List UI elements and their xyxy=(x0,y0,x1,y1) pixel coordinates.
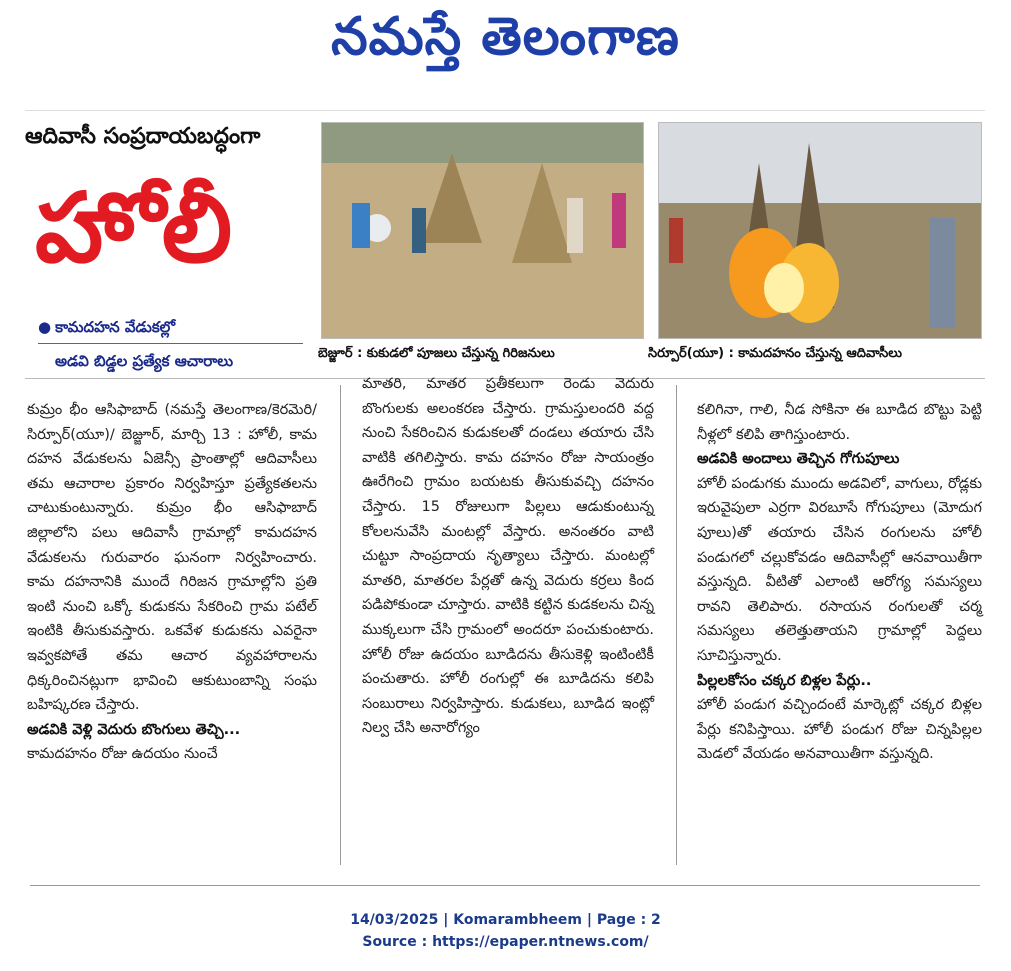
subheading: అడవి బిడ్డల ప్రత్యేక ఆచారాలు xyxy=(55,352,234,370)
column-3-subheading: అడవికి అందాలు తెచ్చిన గోగుపూలు xyxy=(697,451,900,468)
photo-bejjur-illustration xyxy=(322,123,643,338)
photo-sirpur xyxy=(658,122,982,339)
article-column-3 xyxy=(697,398,982,767)
footer-dateline: 14/03/2025 | Komarambheem | Page : 2 xyxy=(350,912,661,928)
headline: హోలీ xyxy=(35,172,233,284)
column-3-paragraph: కలిగినా, గాలి, నీడ సోకినా ఈ బూడిద బొట్టు పెట్టి నీళ్లలో కలిపి తాగిస్తుంటారు. xyxy=(697,402,982,443)
column-3-paragraph-3: హోలీ పండుగ వచ్చిందంటే మార్కెట్లో చక్కర బిళ్లల పేర్లు కనిపిస్తాయి. హోలీ పండుగ రోజు చిన్నపిల్లల మెడలో వేయడం అనవాయితీగా వస్తున్నది. xyxy=(697,697,982,763)
bullet-text: కామదహన వేడుకల్లో xyxy=(55,318,176,336)
photo-caption-left: బెజ్జూర్ : కుకుడలో పూజలు చేస్తున్న గిరిజనులు xyxy=(318,346,555,361)
column-2-paragraph: మాతరి, మాతర ప్రతీకలుగా రెండు వెదురు బొంగులకు అలంకరణ చేస్తారు. గ్రామస్తులందరి వద్ద నుంచి సేకరించిన కుడుకలతో దండలు తయారు చేసి వాటికి తగిలిస్తారు. కామ దహనం రోజు సాయంత్రం ఊరేగించి గ్రామం బయటకు తీసుకువచ్చి దహనం చేస్తారు. 15 రోజులుగా పిల్లలు ఆడుకుంటున్న కోలలనువేసి మంటల్లో వేస్తారు. అనంతరం వాటి చుట్టూ సాంప్రదాయ నృత్యాలు చేస్తారు. మంటల్లో మాతరి, మాతరల పేర్లతో ఉన్న వెదురు కర్రలు కింద పడిపోకుండా చూస్తారు. వాటికి కట్టిన కుడకలను చిన్న ముక్కలుగా చేసి గ్రామంలో అందరూ పంచుకుంటారు. హోలీ రోజు ఉదయం బూడిదను తీసుకెళ్లి ఇంటింటికీ పంచుతారు. హోలీ రంగుల్లో ఈ బూడిదను కలిపి సంబురాలు నిర్వహిస్తారు. కుడుకలు, బూడిద ఇంట్లో నిల్వ చేసి అనారోగ్యం xyxy=(362,376,654,737)
photo-bejjur xyxy=(321,122,644,339)
top-divider xyxy=(25,110,985,111)
column-3-subheading-2: పిల్లలకోసం చక్కర బిళ్లల పేర్లు.. xyxy=(697,672,872,689)
bullet-line xyxy=(38,318,175,340)
headline-divider xyxy=(38,343,303,344)
photo-caption-right: సిర్పూర్(యూ) : కామదహనం చేస్తున్న ఆదివాసీలు xyxy=(648,346,903,361)
column-1-paragraph-2: కామదహనం రోజు ఉదయం నుంచే xyxy=(27,746,218,763)
article-column-2 xyxy=(362,372,654,741)
footer-source[interactable]: Source : https://epaper.ntnews.com/ xyxy=(362,934,649,950)
column-1-paragraph: కుమ్రం భీం ఆసిఫాబాద్ (నమస్తే తెలంగాణ/కెరమెరి/సిర్పూర్(యూ)/ బెజ్జూర్, మార్చి 13 : హోలీ, కామ దహన వేడుకలను ఏజెన్సీ ప్రాంతాల్లో ఆదివాసీలు తమ ఆచారాల ప్రకారం నిర్వహిస్తూ ప్రత్యేకతలను చాటుకుంటున్నారు. కుమ్రం భీం ఆసిఫాబాద్ జిల్లాలోని పలు ఆదివాసీ గ్రామాల్లో కామదహన వేడుకలను గురువారం ఘనంగా నిర్వహించారు. కామ దహనానికి ముందే గిరిజన గ్రామాల్లోని ప్రతి ఇంటి నుంచి ఒక్కో కుడుకను సేకరించి గ్రామ పటేల్ ఇంటికి తీసుకువస్తారు. ఒకవేళ కుడుకను ఎవరైనా ఇవ్వకపోతే తమ ఆచార వ్యవహారాలను ధిక్కరించినట్లుగా భావించి ఆకుటుంబాన్ని సంఘ బహిష్కరణ చేస్తారు. xyxy=(27,402,317,714)
bottom-divider xyxy=(30,885,980,886)
column-1-subheading: అడవికి వెళ్లి వెదురు బొంగులు తెచ్చి... xyxy=(27,721,241,738)
column-3-paragraph-2: హోలీ పండుగకు ముందు అడవిలో, వాగులు, రోడ్లకు ఇరువైపులా ఎర్రగా విరబూసే గోగుపూలు (మోదుగ పూలు)తో తయారు చేసిన రంగులను హోలీ పండుగలో చల్లుకోవడం ఆదివాసీల్లో ఆనవాయితీగా వస్తున్నది. వీటితో ఎలాంటి ఆరోగ్య సమస్యలు రావని తెలిపారు. రసాయన రంగులతో చర్మ సమస్యలు తలెత్తుతాయని గ్రామాల్లో పెద్దలు సూచిస్తున్నారు. xyxy=(697,475,982,664)
column-divider-1 xyxy=(340,385,341,865)
photo-sirpur-illustration xyxy=(659,123,981,338)
kicker: ఆదివాసీ సంప్రదాయబద్ధంగా xyxy=(25,124,261,149)
masthead: నమస్తే తెలంగాణ xyxy=(331,6,680,67)
bullet-icon: ● xyxy=(38,318,52,336)
column-divider-2 xyxy=(676,385,677,865)
article-column-1 xyxy=(27,398,317,767)
